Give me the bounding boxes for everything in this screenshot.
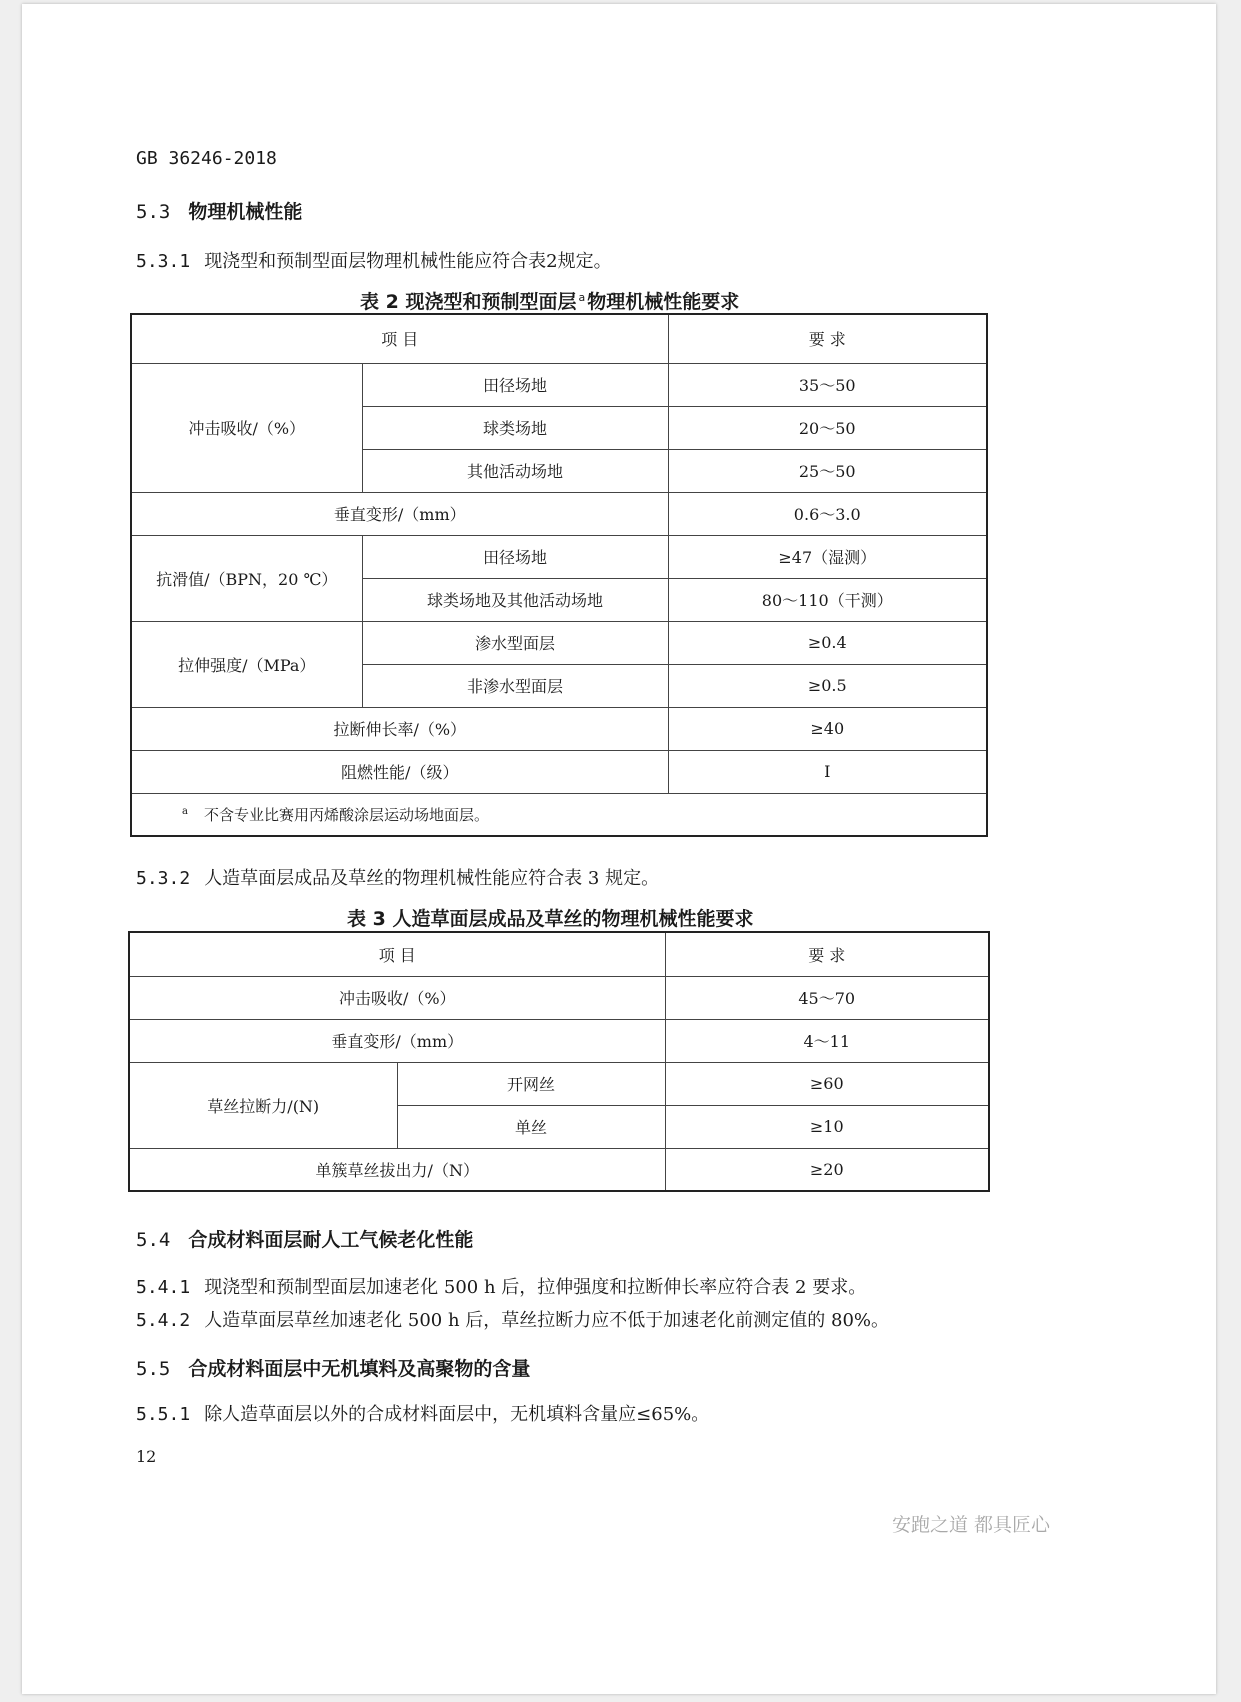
section-5-5-heading xyxy=(136,1354,530,1381)
impact-sub: 其他活动场地 xyxy=(362,449,668,492)
clause-5-3-2 xyxy=(136,864,659,890)
clause-text: 人造草面层草丝加速老化 500 h 后，草丝拉断力应不低于加速老化前测定值的 80%。 xyxy=(204,1310,890,1331)
clause-number: 5.3.2 xyxy=(136,868,191,889)
caption-footnote-mark: a xyxy=(578,291,586,304)
clause-number: 5.3.1 xyxy=(136,251,191,272)
section-5-4-heading xyxy=(136,1225,473,1252)
slip-label: 抗滑值/（BPN，20 ℃） xyxy=(131,535,362,621)
document-code: GB 36246-2018 xyxy=(136,148,277,169)
header-requirement: 要 求 xyxy=(665,932,989,976)
clause-text: 人造草面层成品及草丝的物理机械性能应符合表 3 规定。 xyxy=(204,868,660,889)
table-row xyxy=(131,492,987,535)
impact-value: 20～50 xyxy=(668,406,987,449)
impact-sub: 球类场地 xyxy=(362,406,668,449)
clause-5-5-1 xyxy=(136,1400,709,1426)
vertical-label: 垂直变形/（mm） xyxy=(129,1019,665,1062)
table-2-caption xyxy=(360,287,739,314)
flame-label: 阻燃性能/（级） xyxy=(131,750,668,793)
section-title: 合成材料面层中无机填料及高聚物的含量 xyxy=(188,1358,531,1380)
slip-value: 80～110（干测） xyxy=(668,578,987,621)
footnote-text: 不含专业比赛用丙烯酸涂层运动场地面层。 xyxy=(203,805,489,824)
fiber-label: 草丝拉断力/(N) xyxy=(129,1062,397,1148)
flame-value: I xyxy=(668,750,987,793)
document-page xyxy=(22,4,1216,1694)
footnote-mark: a xyxy=(182,805,188,817)
impact-sub: 田径场地 xyxy=(362,363,668,406)
table-row xyxy=(131,535,987,578)
impact-value: 35～50 xyxy=(668,363,987,406)
impact-label: 冲击吸收/（%） xyxy=(129,976,665,1019)
page-number: 12 xyxy=(136,1447,157,1466)
table-row xyxy=(131,793,987,836)
tensile-value: ≥0.4 xyxy=(668,621,987,664)
table-2-footnote xyxy=(131,793,987,836)
fiber-sub: 单丝 xyxy=(397,1105,665,1148)
vertical-label: 垂直变形/（mm） xyxy=(131,492,668,535)
table-row xyxy=(129,1019,989,1062)
clause-text: 除人造草面层以外的合成材料面层中，无机填料含量应≤65%。 xyxy=(204,1404,710,1425)
section-title: 合成材料面层耐人工气候老化性能 xyxy=(188,1229,474,1251)
section-number: 5.5 xyxy=(136,1358,171,1380)
elongation-label: 拉断伸长率/（%） xyxy=(131,707,668,750)
watermark: 安跑之道 都具匠心 xyxy=(892,1514,1051,1536)
clause-number: 5.4.1 xyxy=(136,1277,191,1298)
table-row xyxy=(129,1148,989,1191)
section-5-3-heading xyxy=(136,197,302,224)
vertical-value: 0.6～3.0 xyxy=(668,492,987,535)
table-3-caption: 表 3 人造草面层成品及草丝的物理机械性能要求 xyxy=(347,908,754,930)
vertical-value: 4～11 xyxy=(665,1019,989,1062)
header-requirement: 要 求 xyxy=(668,314,987,363)
slip-value: ≥47（湿测） xyxy=(668,535,987,578)
clause-text: 现浇型和预制型面层物理机械性能应符合表2规定。 xyxy=(204,251,612,272)
elongation-value: ≥40 xyxy=(668,707,987,750)
table-2 xyxy=(130,313,988,837)
clause-5-4-2 xyxy=(136,1306,889,1332)
tensile-label: 拉伸强度/（MPa） xyxy=(131,621,362,707)
impact-value: 45～70 xyxy=(665,976,989,1019)
fiber-value: ≥60 xyxy=(665,1062,989,1105)
table-3 xyxy=(128,931,990,1192)
clause-text: 现浇型和预制型面层加速老化 500 h 后，拉伸强度和拉断伸长率应符合表 2 要求。 xyxy=(204,1277,867,1298)
pullout-value: ≥20 xyxy=(665,1148,989,1191)
table-row xyxy=(131,621,987,664)
tensile-sub: 非渗水型面层 xyxy=(362,664,668,707)
clause-number: 5.4.2 xyxy=(136,1310,191,1331)
table-row xyxy=(129,932,989,976)
table-row xyxy=(129,976,989,1019)
tensile-value: ≥0.5 xyxy=(668,664,987,707)
slip-sub: 球类场地及其他活动场地 xyxy=(362,578,668,621)
table-row xyxy=(129,1062,989,1105)
fiber-sub: 开网丝 xyxy=(397,1062,665,1105)
impact-value: 25～50 xyxy=(668,449,987,492)
header-item: 项 目 xyxy=(131,314,668,363)
clause-number: 5.5.1 xyxy=(136,1404,191,1425)
table-row xyxy=(131,707,987,750)
pullout-label: 单簇草丝拔出力/（N） xyxy=(129,1148,665,1191)
section-number: 5.3 xyxy=(136,201,171,223)
tensile-sub: 渗水型面层 xyxy=(362,621,668,664)
header-item: 项 目 xyxy=(129,932,665,976)
caption-prefix: 表 2 现浇型和预制型面层 xyxy=(360,291,577,313)
caption-suffix: 物理机械性能要求 xyxy=(587,291,740,313)
impact-label: 冲击吸收/（%） xyxy=(131,363,362,492)
clause-5-4-1 xyxy=(136,1273,866,1299)
table-row xyxy=(131,750,987,793)
table-row xyxy=(131,363,987,406)
table-row xyxy=(131,314,987,363)
section-number: 5.4 xyxy=(136,1229,171,1251)
clause-5-3-1 xyxy=(136,247,612,273)
slip-sub: 田径场地 xyxy=(362,535,668,578)
fiber-value: ≥10 xyxy=(665,1105,989,1148)
section-title: 物理机械性能 xyxy=(188,201,303,223)
